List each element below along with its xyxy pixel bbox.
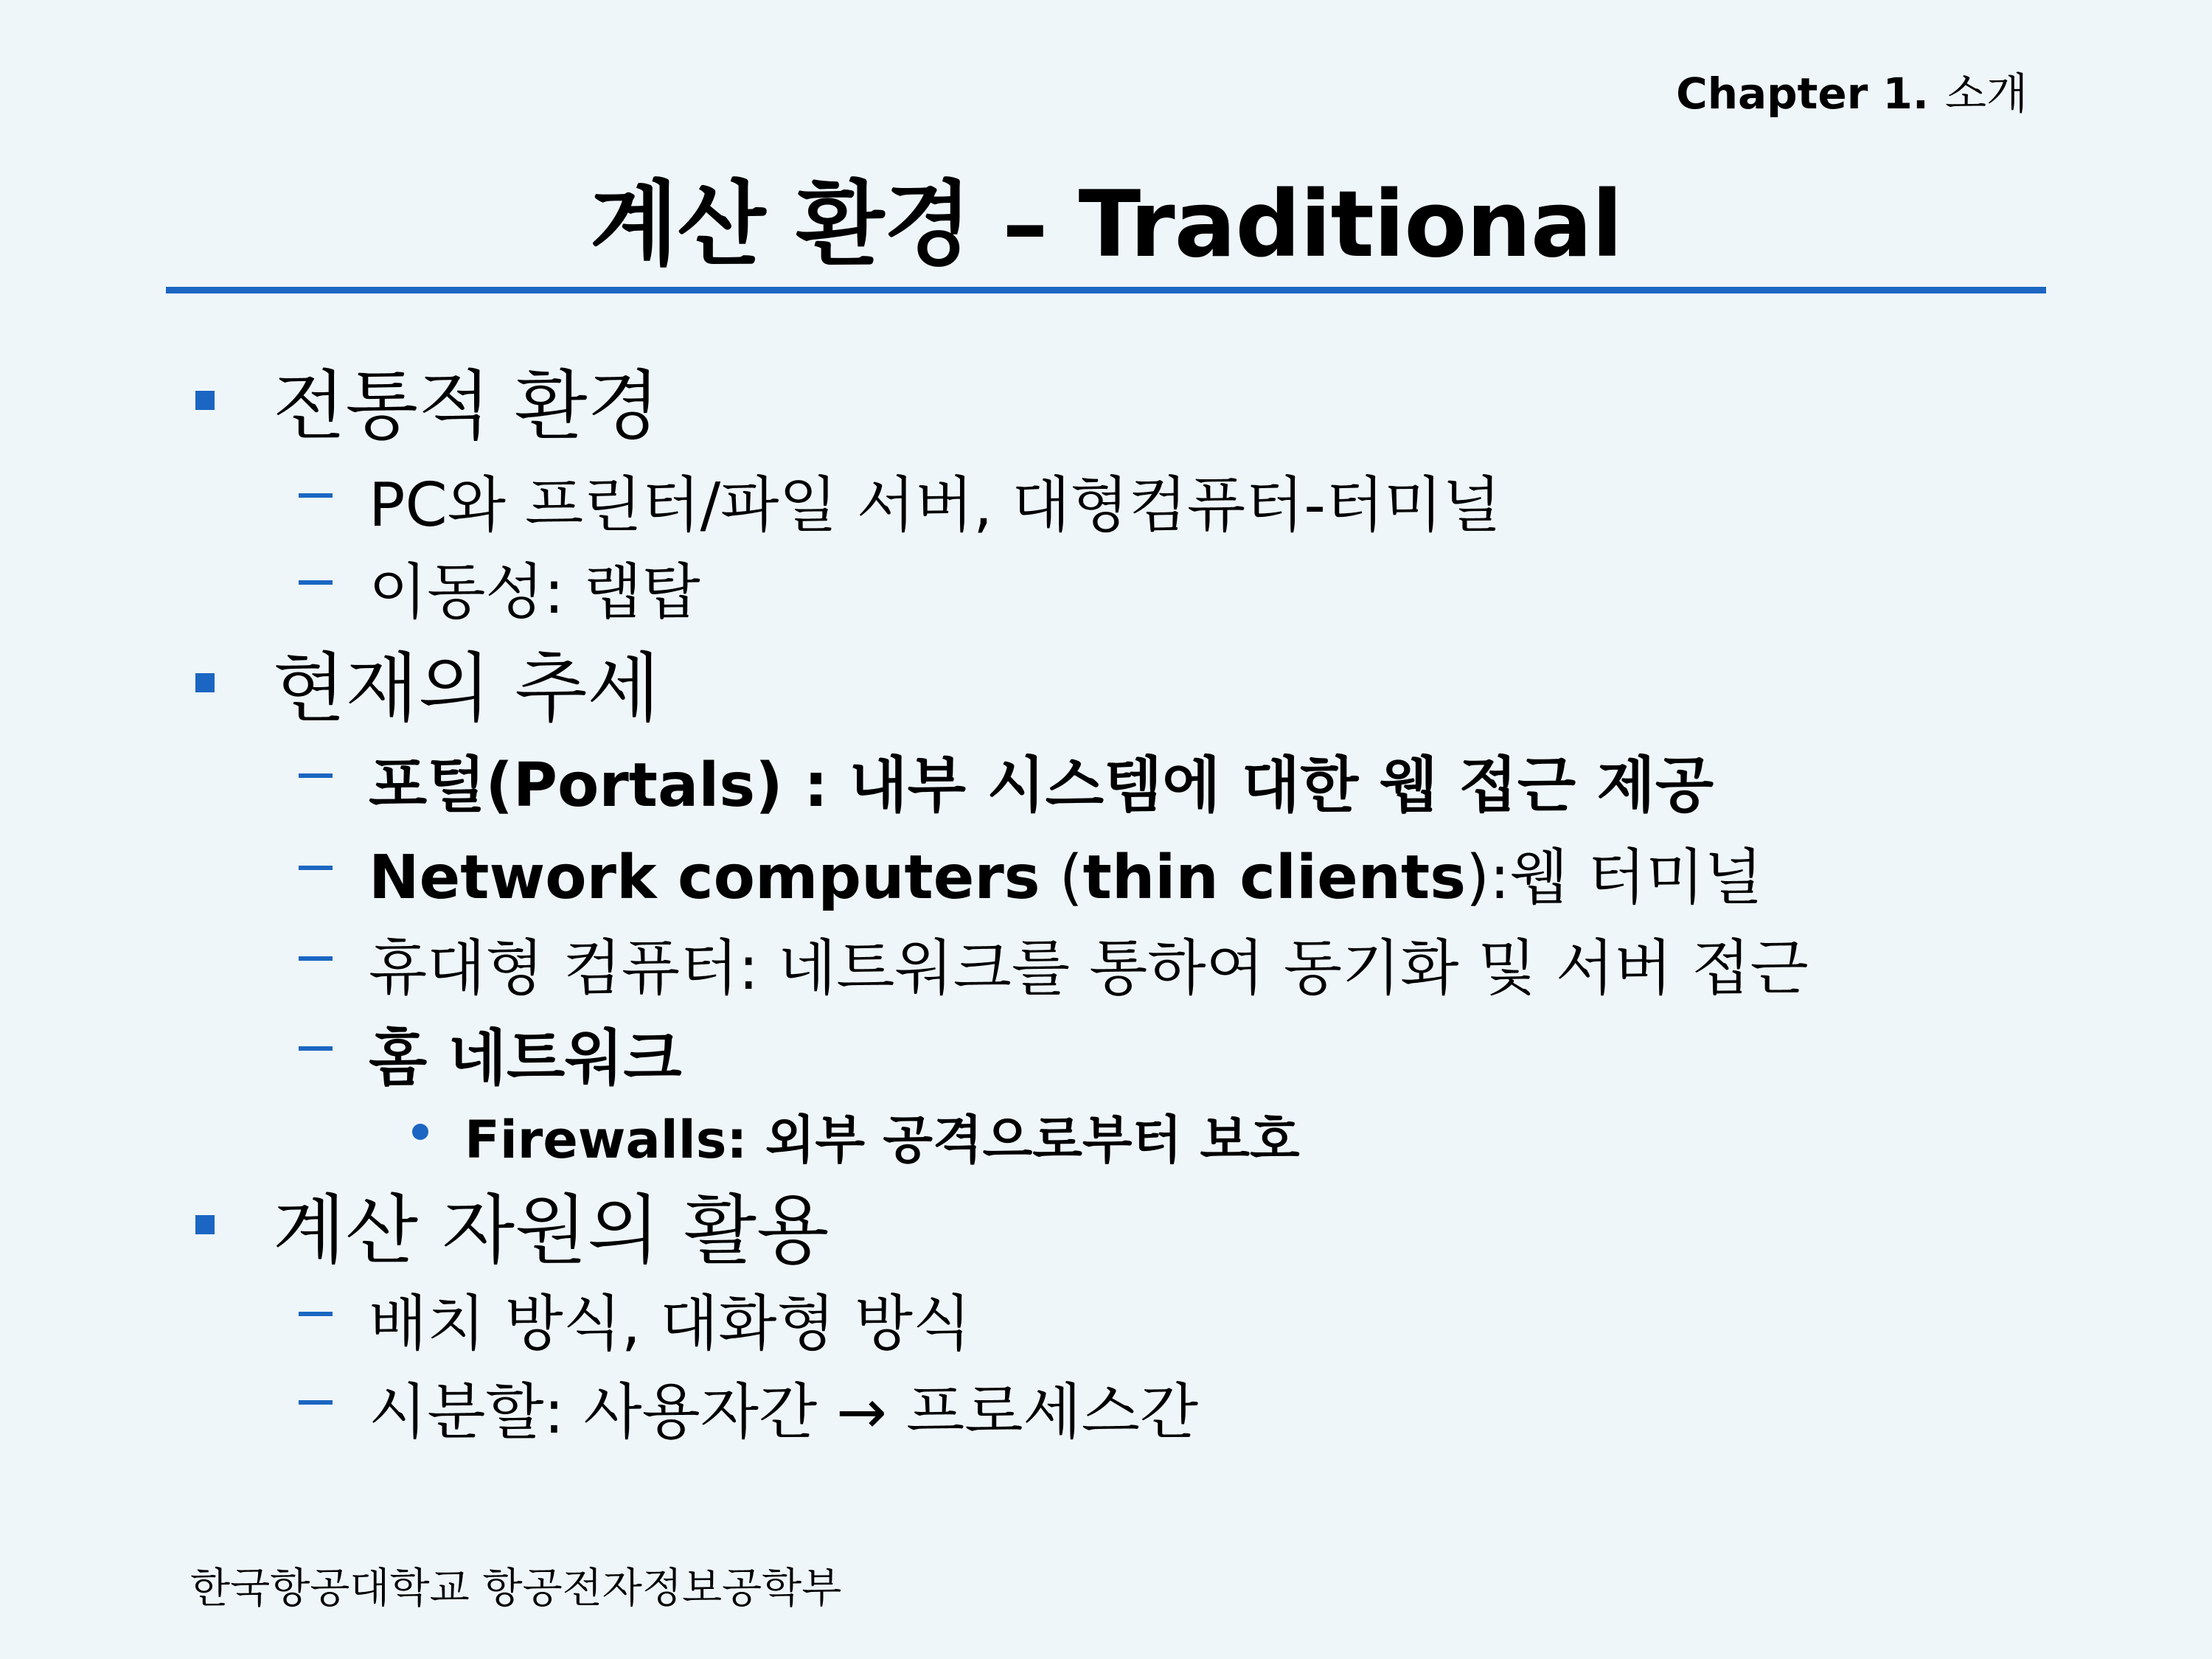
dot-bullet-icon: [412, 1124, 428, 1140]
dash-bullet-icon: [299, 1400, 333, 1405]
square-bullet-icon: [195, 391, 215, 410]
network-computers-term: Network computers: [369, 843, 1040, 913]
list-item-text: 휴대형 컴퓨터: 네트워크를 통하여 동기화 및 서버 접근: [369, 933, 1809, 1004]
chapter-label: [1676, 59, 2028, 121]
section-heading-text: 현재의 추세: [273, 645, 661, 733]
square-bullet-icon: [195, 1215, 215, 1234]
list-item-text: 시분할: 사용자간 → 프로세스간: [369, 1377, 1199, 1447]
title-divider: [166, 287, 2046, 293]
paren-open: (: [1040, 843, 1083, 913]
list-item-text: 배치 방식, 대화형 방식: [369, 1289, 972, 1359]
dash-bullet-icon: [299, 493, 333, 498]
section-heading-text: 계산 자원의 활용: [273, 1187, 830, 1275]
web-terminal-text: ):웹 터미널: [1466, 843, 1763, 913]
list-item-text: 이동성: 랩탑: [369, 557, 700, 627]
thin-clients-term: thin clients: [1082, 843, 1467, 913]
square-bullet-icon: [195, 673, 215, 692]
dash-bullet-icon: [299, 956, 333, 961]
list-item-text: PC와 프린터/파일 서버, 대형컴퓨터-터미널: [369, 470, 1501, 540]
dash-bullet-icon: [299, 580, 333, 585]
footer-institution: 한국항공대학교 항공전자정보공학부: [190, 1565, 842, 1613]
chapter-number: Chapter 1.: [1676, 69, 1929, 119]
list-item-text: 홈 네트워크: [369, 1023, 682, 1093]
list-item-text: 포털(Portals) : 내부 시스템에 대한 웹 접근 제공: [369, 751, 1714, 821]
list-item-text: [369, 830, 1763, 916]
chapter-name: 소개: [1944, 69, 2028, 119]
dash-bullet-icon: [299, 773, 333, 778]
section-heading-text: 전통적 환경: [273, 363, 661, 451]
slide-title: 계산 환경 – Traditional: [589, 172, 1623, 278]
dash-bullet-icon: [299, 866, 333, 870]
sub-list-item-text: Firewalls: 외부 공격으로부터 보호: [465, 1110, 1300, 1170]
dash-bullet-icon: [299, 1312, 333, 1316]
dash-bullet-icon: [299, 1046, 333, 1051]
